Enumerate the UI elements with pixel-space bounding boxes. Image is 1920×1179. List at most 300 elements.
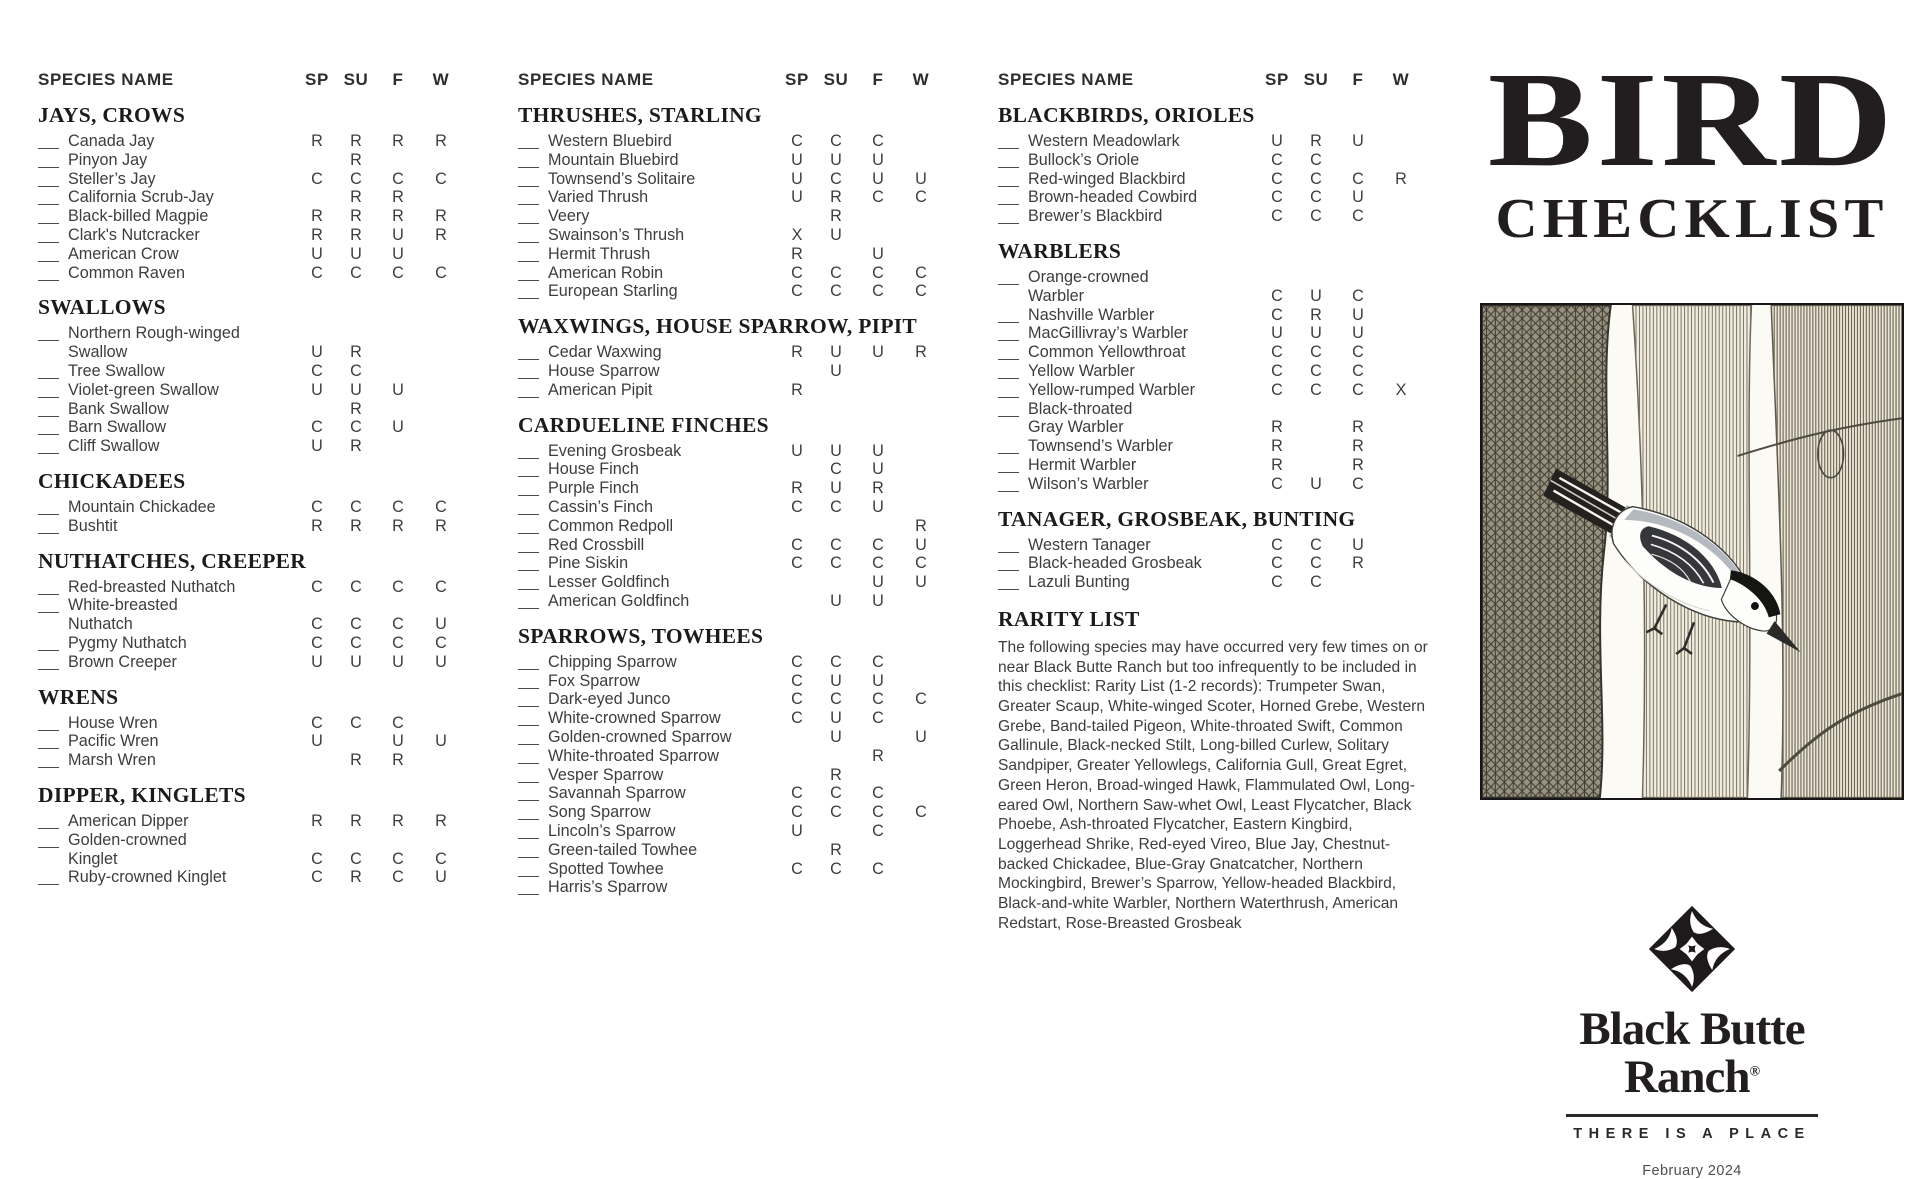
section-title: CARDUELINE FINCHES — [518, 412, 769, 437]
checkbox-blank[interactable] — [518, 862, 539, 877]
checkbox-blank[interactable] — [518, 674, 539, 689]
season-header-w: W — [432, 70, 450, 89]
checkbox-blank[interactable] — [998, 439, 1019, 454]
species-row — [998, 170, 1422, 189]
season-code-su: R — [350, 516, 362, 535]
section-chickadees — [38, 469, 462, 536]
species-name: Black-throated Gray Warbler — [1028, 399, 1133, 437]
checkbox-blank[interactable] — [998, 402, 1019, 417]
checkbox-blank[interactable] — [518, 209, 539, 224]
season-code-f: C — [872, 132, 884, 150]
species-column-3 — [998, 70, 1428, 933]
season-code-f: C — [872, 554, 884, 573]
checkbox-blank[interactable] — [518, 805, 539, 820]
species-name: Dark-eyed Junco — [548, 690, 671, 709]
checkbox-blank[interactable] — [518, 749, 539, 764]
season-code-f: U — [392, 732, 404, 751]
checkbox-blank[interactable] — [38, 870, 59, 885]
species-row — [998, 475, 1422, 494]
checkbox-blank[interactable] — [518, 711, 539, 726]
checkbox-blank[interactable] — [518, 843, 539, 858]
rarity-list-title: RARITY LIST — [998, 606, 1140, 631]
season-code-f: C — [392, 713, 404, 732]
checkbox-blank[interactable] — [38, 716, 59, 731]
species-row — [518, 573, 942, 592]
species-name: American Crow — [68, 244, 179, 263]
season-code-w: C — [915, 188, 927, 207]
checkbox-blank[interactable] — [518, 228, 539, 243]
species-name: Bushtit — [68, 516, 118, 535]
season-code-w: R — [435, 516, 447, 535]
season-code-sp: C — [311, 633, 323, 652]
season-code-sp: R — [311, 811, 323, 830]
species-row — [518, 653, 942, 672]
season-code-sp: U — [791, 188, 803, 207]
species-row — [518, 362, 942, 381]
black-butte-diamond-icon — [1648, 905, 1736, 993]
checkbox-blank[interactable] — [998, 209, 1019, 224]
section-jays-crows — [38, 103, 462, 282]
masthead — [1478, 45, 1906, 251]
species-name: Orange-crowned Warbler — [1028, 267, 1149, 305]
season-code-w: U — [915, 573, 927, 592]
species-column-1 — [38, 70, 462, 933]
season-code-w: X — [1395, 380, 1407, 399]
species-name: White-throated Sparrow — [548, 746, 719, 765]
checkbox-blank[interactable] — [518, 730, 539, 745]
checkbox-blank[interactable] — [38, 153, 59, 168]
season-code-sp: C — [791, 784, 803, 803]
checkbox-blank[interactable] — [38, 420, 59, 435]
species-name: Black-billed Magpie — [68, 207, 209, 226]
season-code-f: U — [872, 244, 884, 263]
season-code-su: C — [1310, 573, 1322, 592]
season-code-su: U — [830, 225, 842, 244]
checkbox-blank[interactable] — [38, 833, 59, 848]
species-column-2 — [518, 70, 942, 933]
checkbox-blank[interactable] — [38, 500, 59, 515]
checkbox-blank[interactable] — [38, 580, 59, 595]
season-code-f: R — [872, 479, 884, 498]
season-code-su: U — [830, 343, 842, 362]
season-code-f: C — [1352, 474, 1364, 493]
section-title: WRENS — [38, 684, 119, 709]
checkbox-blank[interactable] — [518, 880, 539, 895]
species-row — [518, 226, 942, 245]
species-row — [38, 653, 462, 672]
species-name: Bank Swallow — [68, 399, 169, 418]
checkbox-blank[interactable] — [998, 270, 1019, 285]
season-code-sp: U — [311, 437, 323, 456]
species-row — [998, 151, 1422, 170]
season-code-f: C — [872, 652, 884, 671]
checkbox-blank[interactable] — [518, 519, 539, 534]
season-code-f: R — [1352, 455, 1364, 474]
checkbox-blank[interactable] — [38, 172, 59, 187]
species-row — [518, 822, 942, 841]
checkbox-blank[interactable] — [38, 814, 59, 829]
season-code-f: U — [872, 441, 884, 460]
species-row — [518, 878, 942, 897]
checkbox-blank[interactable] — [38, 439, 59, 454]
season-code-sp: C — [311, 361, 323, 380]
section-title: SWALLOWS — [38, 295, 166, 320]
species-row — [518, 747, 942, 766]
species-name: Ruby-crowned Kinglet — [68, 868, 227, 887]
species-name-header: SPECIES NAME — [998, 70, 1134, 89]
season-code-sp: R — [1271, 455, 1283, 474]
season-code-sp: C — [1271, 554, 1283, 573]
season-code-su: R — [830, 765, 842, 784]
season-code-f: R — [392, 751, 404, 770]
season-code-w: R — [1395, 169, 1407, 188]
season-code-sp: C — [311, 263, 323, 282]
season-code-sp: R — [791, 244, 803, 263]
checkbox-blank[interactable] — [518, 768, 539, 783]
species-name: Chipping Sparrow — [548, 652, 677, 671]
species-name: Townsend’s Warbler — [1028, 437, 1173, 456]
season-code-sp: C — [1271, 188, 1283, 207]
season-header-f: F — [1352, 70, 1364, 89]
checkbox-blank[interactable] — [518, 556, 539, 571]
species-name: Common Raven — [68, 263, 185, 282]
checkbox-blank[interactable] — [518, 345, 539, 360]
checkbox-blank[interactable] — [38, 734, 59, 749]
season-code-sp: X — [791, 225, 803, 244]
species-name: Veery — [548, 207, 590, 226]
season-code-su: C — [1310, 554, 1322, 573]
season-code-su: C — [350, 633, 362, 652]
checkbox-blank[interactable] — [38, 402, 59, 417]
section-title: THRUSHES, STARLING — [518, 103, 762, 127]
season-code-sp: R — [791, 479, 803, 498]
checkbox-blank[interactable] — [998, 345, 1019, 360]
species-name: Cliff Swallow — [68, 437, 160, 456]
species-row — [998, 324, 1422, 343]
species-row — [518, 517, 942, 536]
checkbox-blank[interactable] — [998, 308, 1019, 323]
checkbox-blank[interactable] — [998, 538, 1019, 553]
species-row — [38, 324, 462, 362]
season-code-f: U — [872, 591, 884, 610]
checkbox-blank[interactable] — [518, 247, 539, 262]
species-row — [998, 456, 1422, 475]
season-code-f: R — [872, 746, 884, 765]
species-name: Steller’s Jay — [68, 169, 156, 188]
species-name: Mountain Chickadee — [68, 497, 216, 516]
season-code-w: U — [915, 169, 927, 188]
season-code-sp: U — [311, 380, 323, 399]
species-row — [38, 132, 462, 151]
season-code-su: C — [350, 263, 362, 282]
section-title: BLACKBIRDS, ORIOLES — [998, 103, 1255, 127]
checkbox-blank[interactable] — [518, 481, 539, 496]
season-code-w: R — [915, 516, 927, 535]
species-name: Brown-headed Cowbird — [1028, 188, 1198, 207]
species-name: Cedar Waxwing — [548, 343, 662, 362]
checkbox-blank[interactable] — [518, 172, 539, 187]
brand-name — [1478, 1003, 1906, 1103]
checkbox-blank[interactable] — [518, 153, 539, 168]
species-name: Swainson’s Thrush — [548, 225, 685, 244]
checkbox-blank[interactable] — [518, 134, 539, 149]
season-code-w: U — [435, 615, 447, 634]
species-row — [998, 400, 1422, 438]
species-name: Western Meadowlark — [1028, 132, 1180, 150]
season-code-su: C — [830, 169, 842, 188]
species-row — [998, 381, 1422, 400]
season-header-w: W — [912, 70, 930, 89]
species-name: Northern Rough-winged Swallow — [68, 324, 240, 362]
checkbox-blank[interactable] — [38, 364, 59, 379]
species-name: Townsend’s Solitaire — [548, 169, 696, 188]
species-name: European Starling — [548, 282, 678, 301]
checkbox-blank[interactable] — [998, 134, 1019, 149]
section-tanager-grosbeak-bunting — [998, 507, 1422, 592]
season-code-w: C — [435, 633, 447, 652]
season-code-f: U — [1352, 188, 1364, 207]
species-name: Pine Siskin — [548, 554, 629, 573]
species-row — [998, 132, 1422, 151]
season-code-f: C — [872, 282, 884, 301]
season-code-sp: R — [311, 132, 323, 150]
species-row — [998, 207, 1422, 226]
season-code-su: C — [830, 690, 842, 709]
season-code-sp: R — [311, 516, 323, 535]
season-code-su: U — [350, 380, 362, 399]
checkbox-blank[interactable] — [38, 636, 59, 651]
section-title: WAXWINGS, HOUSE SPARROW, PIPIT — [518, 314, 918, 339]
checkbox-blank[interactable] — [38, 383, 59, 398]
brand-name-line2: Ranch — [1623, 1050, 1750, 1103]
season-code-su: R — [350, 751, 362, 770]
species-row — [998, 343, 1422, 362]
checkbox-blank[interactable] — [998, 575, 1019, 590]
checkbox-blank[interactable] — [998, 364, 1019, 379]
section-cardueline-finches — [518, 413, 942, 611]
brand-logo — [1478, 905, 1906, 1179]
season-code-w: R — [435, 207, 447, 226]
season-code-su: R — [830, 840, 842, 859]
species-name: Varied Thrush — [548, 188, 649, 207]
species-name: Wilson’s Warbler — [1028, 474, 1149, 493]
season-code-w: R — [915, 343, 927, 362]
season-code-su: C — [350, 615, 362, 634]
checkbox-blank[interactable] — [998, 326, 1019, 341]
species-row — [518, 536, 942, 555]
species-row — [518, 860, 942, 879]
checkbox-blank[interactable] — [518, 786, 539, 801]
season-code-sp: C — [1271, 343, 1283, 362]
season-code-w: C — [915, 282, 927, 301]
checkbox-blank[interactable] — [38, 519, 59, 534]
species-name-header: SPECIES NAME — [518, 70, 654, 89]
checkbox-blank[interactable] — [518, 500, 539, 515]
species-row — [518, 690, 942, 709]
season-code-f: U — [872, 169, 884, 188]
section-title: JAYS, CROWS — [38, 103, 186, 127]
registered-mark: ® — [1749, 1064, 1761, 1080]
season-code-f: C — [392, 849, 404, 868]
checkbox-blank[interactable] — [38, 266, 59, 281]
species-name: Fox Sparrow — [548, 671, 640, 690]
season-code-sp: C — [1271, 474, 1283, 493]
species-row — [38, 831, 462, 869]
species-row — [518, 766, 942, 785]
season-code-su: U — [830, 709, 842, 728]
season-header-su: SU — [823, 70, 849, 89]
season-code-w: C — [435, 577, 447, 596]
season-code-f: C — [872, 859, 884, 878]
season-code-f: C — [392, 577, 404, 596]
checkbox-blank[interactable] — [518, 575, 539, 590]
checkbox-blank[interactable] — [998, 477, 1019, 492]
checkbox-blank[interactable] — [998, 383, 1019, 398]
season-code-f: U — [1352, 324, 1364, 343]
season-code-w: C — [915, 263, 927, 282]
season-header-su: SU — [1303, 70, 1329, 89]
checkbox-blank[interactable] — [38, 326, 59, 341]
species-name: American Dipper — [68, 811, 189, 830]
checkbox-blank[interactable] — [518, 692, 539, 707]
checkbox-blank[interactable] — [518, 284, 539, 299]
season-code-f: R — [1352, 437, 1364, 456]
season-code-su: C — [1310, 535, 1322, 554]
checkbox-blank[interactable] — [518, 655, 539, 670]
season-code-su: R — [830, 207, 842, 226]
season-code-sp: C — [311, 868, 323, 887]
checkbox-blank[interactable] — [38, 228, 59, 243]
checkbox-blank[interactable] — [38, 655, 59, 670]
checkbox-blank[interactable] — [518, 538, 539, 553]
season-code-sp: C — [311, 713, 323, 732]
season-code-w: C — [435, 849, 447, 868]
checkbox-blank[interactable] — [518, 190, 539, 205]
season-code-f: C — [872, 263, 884, 282]
season-header-f: F — [392, 70, 404, 89]
season-code-sp: C — [791, 263, 803, 282]
season-code-su: U — [830, 591, 842, 610]
checkbox-blank[interactable] — [998, 556, 1019, 571]
checkbox-blank[interactable] — [38, 190, 59, 205]
species-name: House Sparrow — [548, 361, 660, 380]
checkbox-blank[interactable] — [518, 444, 539, 459]
season-header-f: F — [872, 70, 884, 89]
species-row — [38, 170, 462, 189]
season-code-su: R — [350, 150, 362, 169]
season-header-w: W — [1392, 70, 1410, 89]
season-code-su: R — [830, 188, 842, 207]
species-row — [38, 596, 462, 634]
season-code-sp: U — [1271, 132, 1283, 150]
season-code-w: U — [435, 868, 447, 887]
species-name: Hermit Warbler — [1028, 455, 1137, 474]
checkbox-blank[interactable] — [518, 824, 539, 839]
season-code-f: C — [392, 633, 404, 652]
species-row — [38, 714, 462, 733]
species-name: Lincoln’s Sparrow — [548, 821, 676, 840]
masthead-checklist-title: CHECKLIST — [1495, 188, 1889, 251]
season-code-sp: U — [791, 821, 803, 840]
season-code-su: C — [1310, 169, 1322, 188]
species-row — [518, 479, 942, 498]
season-code-f: C — [1352, 361, 1364, 380]
season-code-sp: C — [791, 652, 803, 671]
season-code-su: C — [350, 849, 362, 868]
species-row — [998, 536, 1422, 555]
season-code-f: C — [392, 868, 404, 887]
checkbox-blank[interactable] — [38, 134, 59, 149]
species-row — [518, 132, 942, 151]
species-row — [518, 188, 942, 207]
season-code-sp: C — [311, 577, 323, 596]
season-code-sp: U — [311, 732, 323, 751]
season-code-f: C — [392, 615, 404, 634]
species-lists — [38, 70, 1428, 933]
season-code-w: C — [915, 803, 927, 822]
season-code-w: C — [435, 169, 447, 188]
checkbox-blank[interactable] — [998, 153, 1019, 168]
checkbox-blank[interactable] — [998, 190, 1019, 205]
season-code-su: C — [350, 418, 362, 437]
species-name: Yellow-rumped Warbler — [1028, 380, 1196, 399]
species-name: American Robin — [548, 263, 664, 282]
column-header — [518, 70, 942, 90]
species-row — [518, 151, 942, 170]
checkbox-blank[interactable] — [518, 383, 539, 398]
checkbox-blank[interactable] — [998, 458, 1019, 473]
species-name: Evening Grosbeak — [548, 441, 682, 460]
species-name: Western Tanager — [1028, 535, 1151, 554]
season-code-su: C — [350, 577, 362, 596]
species-row — [38, 437, 462, 456]
checkbox-blank[interactable] — [518, 462, 539, 477]
season-code-f: C — [392, 169, 404, 188]
species-row — [518, 841, 942, 860]
season-code-sp: C — [1271, 207, 1283, 226]
species-row — [518, 245, 942, 264]
species-row — [998, 573, 1422, 592]
checkbox-blank[interactable] — [38, 209, 59, 224]
checkbox-blank[interactable] — [518, 364, 539, 379]
checkbox-blank[interactable] — [998, 172, 1019, 187]
species-name: Marsh Wren — [68, 751, 156, 770]
species-row — [518, 672, 942, 691]
checkbox-blank[interactable] — [38, 247, 59, 262]
species-row — [518, 554, 942, 573]
season-code-sp: U — [791, 150, 803, 169]
section-title: TANAGER, GROSBEAK, BUNTING — [998, 506, 1356, 531]
season-code-w: R — [435, 811, 447, 830]
season-code-f: C — [872, 803, 884, 822]
checkbox-blank[interactable] — [38, 598, 59, 613]
section-blackbirds-orioles — [998, 103, 1422, 226]
season-code-f: C — [872, 690, 884, 709]
season-code-su: R — [350, 132, 362, 150]
season-code-su: R — [1310, 305, 1322, 324]
species-name: Hermit Thrush — [548, 244, 651, 263]
species-name: MacGillivray’s Warbler — [1028, 324, 1189, 343]
checkbox-blank[interactable] — [38, 753, 59, 768]
season-code-su: C — [1310, 207, 1322, 226]
checkbox-blank[interactable] — [518, 594, 539, 609]
section-swallows — [38, 295, 462, 456]
species-name: Red-winged Blackbird — [1028, 169, 1186, 188]
season-code-sp: C — [311, 615, 323, 634]
checkbox-blank[interactable] — [518, 266, 539, 281]
season-code-su: U — [1310, 474, 1322, 493]
species-row — [38, 498, 462, 517]
